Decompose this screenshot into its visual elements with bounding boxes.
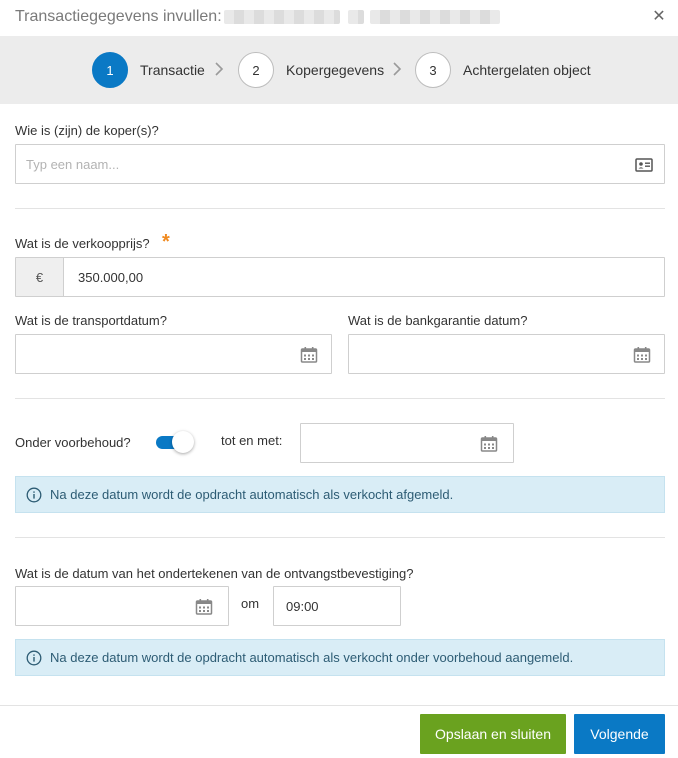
footer-divider — [0, 705, 678, 706]
contact-card-icon[interactable] — [634, 155, 654, 175]
step-kopergegevens[interactable] — [238, 52, 384, 88]
transport-date-input[interactable] — [15, 334, 332, 374]
info-icon — [26, 650, 42, 666]
price-label: Wat is de verkoopprijs? — [15, 236, 150, 251]
until-date-input[interactable] — [300, 423, 514, 463]
step-number: 3 — [415, 52, 451, 88]
calendar-icon[interactable] — [479, 434, 499, 454]
save-and-close-button[interactable]: Opslaan en sluiten — [420, 714, 566, 754]
section-divider — [15, 208, 665, 209]
next-button[interactable]: Volgende — [574, 714, 665, 754]
info-text: Na deze datum wordt de opdracht automatisch als verkocht afgemeld. — [50, 487, 454, 502]
buyer-placeholder: Typ een naam... — [26, 157, 120, 172]
required-indicator: * — [162, 231, 170, 253]
calendar-icon[interactable] — [299, 345, 319, 365]
signing-date-label: Wat is de datum van het ondertekenen van de ontvangstbevestiging? — [15, 566, 414, 581]
step-transactie[interactable] — [92, 52, 205, 88]
dialog-header — [0, 0, 678, 36]
buyer-input[interactable] — [15, 144, 665, 184]
price-input[interactable] — [15, 257, 665, 297]
signing-time-value: 09:00 — [286, 599, 319, 614]
step-number: 1 — [92, 52, 128, 88]
transport-date-label: Wat is de transportdatum? — [15, 313, 167, 328]
step-number: 2 — [238, 52, 274, 88]
calendar-icon[interactable] — [194, 597, 214, 617]
condition-label: Onder voorbehoud? — [15, 435, 131, 450]
currency-prefix: € — [16, 258, 64, 296]
price-value: 350.000,00 — [78, 270, 144, 285]
info-icon — [26, 487, 42, 503]
info-text: Na deze datum wordt de opdracht automatisch als verkocht onder voorbehoud aangemeld. — [50, 650, 574, 665]
calendar-icon[interactable] — [632, 345, 652, 365]
step-achtergelaten-object[interactable] — [415, 52, 591, 88]
chevron-right-icon — [212, 62, 226, 76]
redacted-name — [348, 10, 364, 24]
toggle-knob — [172, 431, 194, 453]
condition-toggle[interactable] — [156, 431, 194, 453]
step-label: Achtergelaten object — [463, 62, 591, 78]
bankguarantee-date-input[interactable] — [348, 334, 665, 374]
step-indicator — [0, 36, 678, 104]
redacted-name — [224, 10, 340, 24]
buyer-label: Wie is (zijn) de koper(s)? — [15, 123, 159, 138]
section-divider — [15, 398, 665, 399]
info-alert — [15, 476, 665, 513]
at-label: om — [241, 596, 260, 611]
info-alert — [15, 639, 665, 676]
close-icon[interactable]: ✕ — [652, 8, 666, 25]
section-divider — [15, 537, 665, 538]
until-label: tot en met: — [221, 433, 283, 448]
signing-date-input[interactable] — [15, 586, 229, 626]
bankguarantee-date-label: Wat is de bankgarantie datum? — [348, 313, 528, 328]
step-label: Kopergegevens — [286, 62, 385, 78]
step-label: Transactie — [140, 62, 205, 78]
chevron-right-icon — [390, 62, 404, 76]
signing-time-input[interactable] — [273, 586, 401, 626]
dialog-title: Transactiegegevens invullen: — [15, 8, 222, 25]
redacted-name — [370, 10, 500, 24]
